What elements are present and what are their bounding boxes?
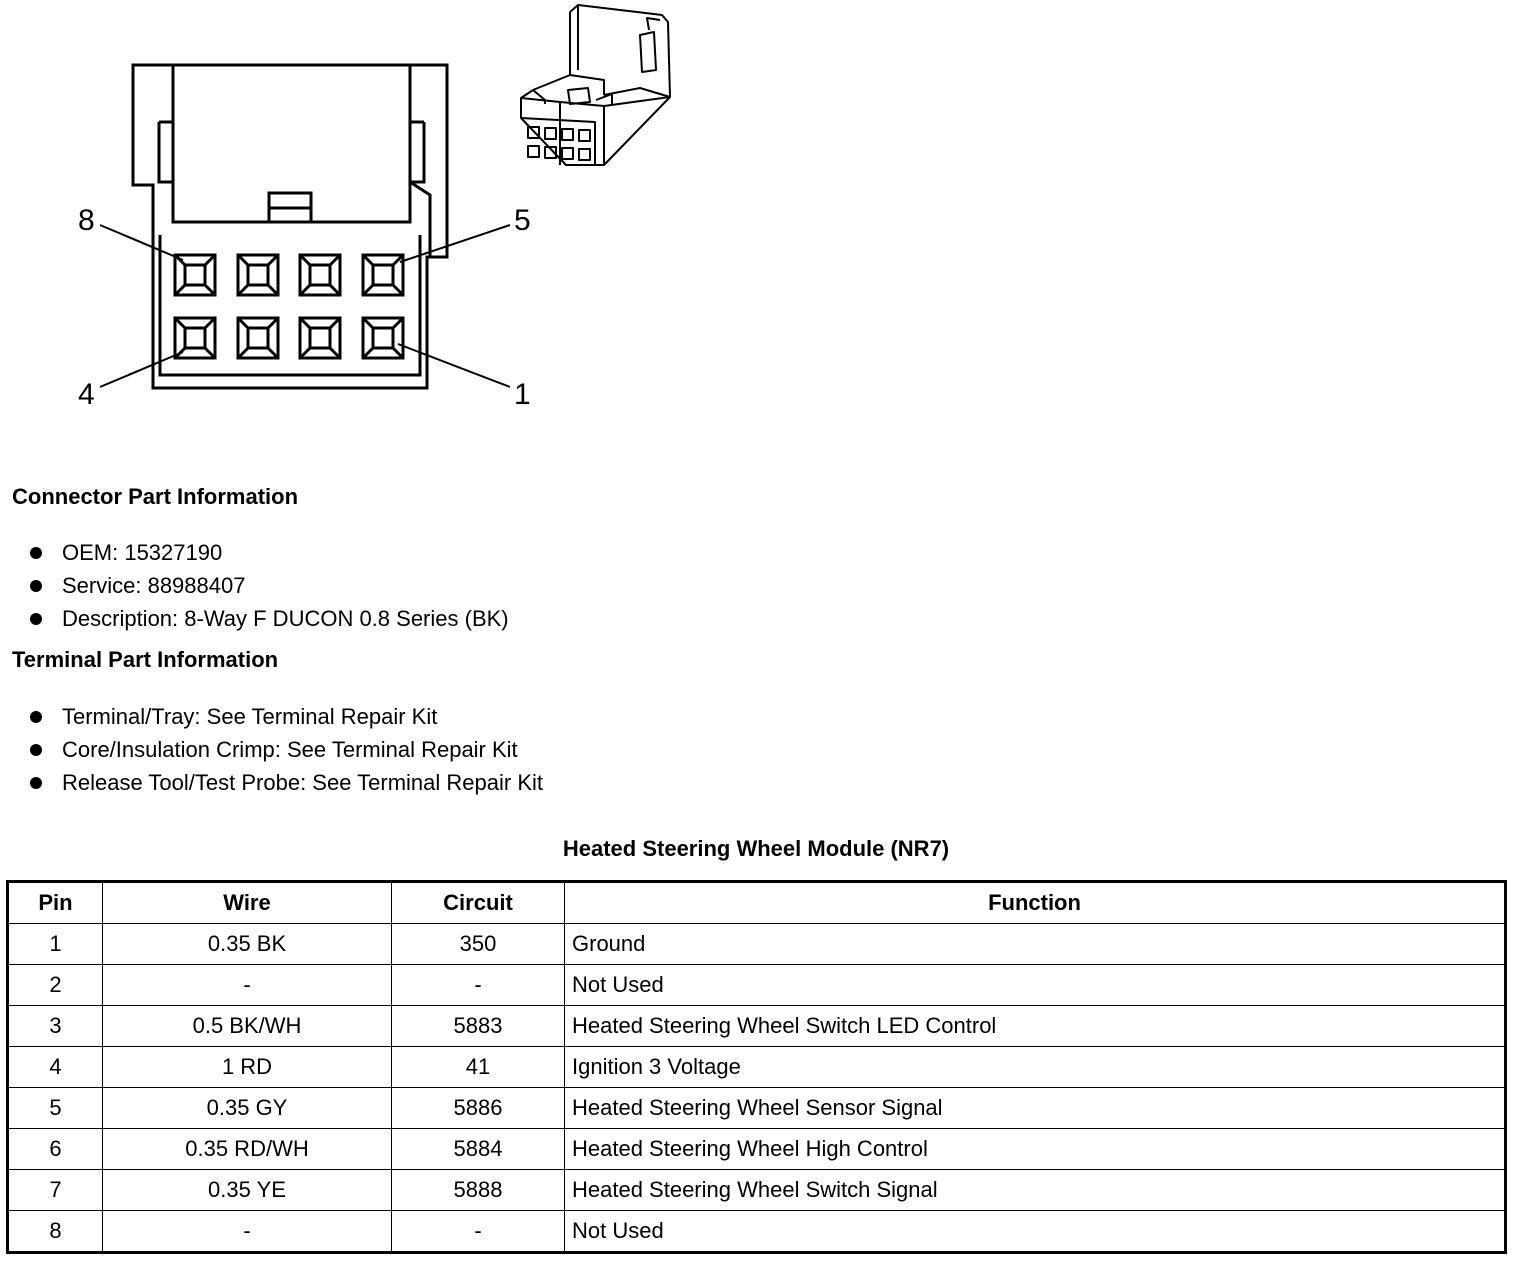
- connector-diagram: [0, 0, 700, 420]
- cell-circuit: -: [392, 1211, 565, 1253]
- table-row: [8, 1088, 1506, 1129]
- pin-cavities: [175, 255, 403, 358]
- cell-function: Heated Steering Wheel Sensor Signal: [565, 1088, 1506, 1129]
- list-item: [30, 700, 543, 733]
- cell-function: Not Used: [565, 1211, 1506, 1253]
- connector-face-drawing: [133, 65, 447, 388]
- cell-circuit: -: [392, 965, 565, 1006]
- cell-circuit: 5888: [392, 1170, 565, 1211]
- cell-circuit: 5883: [392, 1006, 565, 1047]
- table-row: [8, 1006, 1506, 1047]
- bullet-icon: [30, 580, 42, 592]
- table-row: [8, 1170, 1506, 1211]
- cavity-2: [300, 318, 340, 358]
- bullet-icon: [30, 547, 42, 559]
- table-row: [8, 1129, 1506, 1170]
- header-wire: Wire: [103, 882, 392, 924]
- terminal-tray: Terminal/Tray: See Terminal Repair Kit: [62, 704, 438, 729]
- pin-label-8: 8: [78, 204, 95, 237]
- cell-function: Heated Steering Wheel High Control: [565, 1129, 1506, 1170]
- release-tool-test-probe: Release Tool/Test Probe: See Terminal Repair Kit: [62, 770, 543, 795]
- table-header-row: [8, 882, 1506, 924]
- connector-isometric-icon: [521, 5, 670, 165]
- cavity-8: [175, 255, 215, 295]
- pin-label-5: 5: [514, 204, 531, 237]
- cell-wire: -: [103, 1211, 392, 1253]
- bullet-icon: [30, 613, 42, 625]
- cell-function: Ground: [565, 924, 1506, 965]
- cell-function: Heated Steering Wheel Switch LED Control: [565, 1006, 1506, 1047]
- cell-wire: 0.35 BK: [103, 924, 392, 965]
- cell-function: Not Used: [565, 965, 1506, 1006]
- terminal-part-info-title: Terminal Part Information: [12, 647, 279, 672]
- table-row: [8, 965, 1506, 1006]
- cell-pin: 8: [8, 1211, 103, 1253]
- cell-wire: 1 RD: [103, 1047, 392, 1088]
- cell-pin: 5: [8, 1088, 103, 1129]
- cell-circuit: 350: [392, 924, 565, 965]
- cell-function: Heated Steering Wheel Switch Signal: [565, 1170, 1506, 1211]
- cell-wire: 0.35 RD/WH: [103, 1129, 392, 1170]
- cell-pin: 3: [8, 1006, 103, 1047]
- cell-wire: 0.35 YE: [103, 1170, 392, 1211]
- cell-pin: 6: [8, 1129, 103, 1170]
- cavity-3: [238, 318, 278, 358]
- list-item: [30, 536, 509, 569]
- list-item: [30, 602, 509, 635]
- cell-pin: 2: [8, 965, 103, 1006]
- bullet-icon: [30, 744, 42, 756]
- terminal-part-info-list: [30, 700, 543, 799]
- table-row: [8, 1211, 1506, 1253]
- header-pin: Pin: [8, 882, 103, 924]
- cell-circuit: 5884: [392, 1129, 565, 1170]
- list-item: [30, 569, 509, 602]
- connector-part-info-list: [30, 536, 509, 635]
- connector-service: Service: 88988407: [62, 573, 246, 598]
- pinout-table-title: Heated Steering Wheel Module (NR7): [562, 836, 950, 861]
- connector-part-info-title: Connector Part Information: [12, 484, 299, 509]
- pin-label-4: 4: [78, 378, 95, 411]
- pin-label-1: 1: [514, 378, 531, 411]
- connector-oem: OEM: 15327190: [62, 540, 223, 565]
- cavity-1: [363, 318, 403, 358]
- header-circuit: Circuit: [392, 882, 565, 924]
- cell-pin: 1: [8, 924, 103, 965]
- cavity-6: [300, 255, 340, 295]
- pinout-table: [6, 880, 1507, 1254]
- list-item: [30, 766, 543, 799]
- core-insulation-crimp: Core/Insulation Crimp: See Terminal Repair Kit: [62, 737, 518, 762]
- table-row: [8, 1047, 1506, 1088]
- cavity-7: [238, 255, 278, 295]
- cavity-5: [363, 255, 403, 295]
- cell-circuit: 41: [392, 1047, 565, 1088]
- header-function: Function: [565, 882, 1506, 924]
- cell-circuit: 5886: [392, 1088, 565, 1129]
- list-item: [30, 733, 543, 766]
- cell-pin: 4: [8, 1047, 103, 1088]
- cell-wire: 0.35 GY: [103, 1088, 392, 1129]
- bullet-icon: [30, 711, 42, 723]
- cell-pin: 7: [8, 1170, 103, 1211]
- cell-wire: -: [103, 965, 392, 1006]
- connector-description: Description: 8-Way F DUCON 0.8 Series (BK): [62, 606, 509, 631]
- bullet-icon: [30, 777, 42, 789]
- table-row: [8, 924, 1506, 965]
- cell-function: Ignition 3 Voltage: [565, 1047, 1506, 1088]
- cell-wire: 0.5 BK/WH: [103, 1006, 392, 1047]
